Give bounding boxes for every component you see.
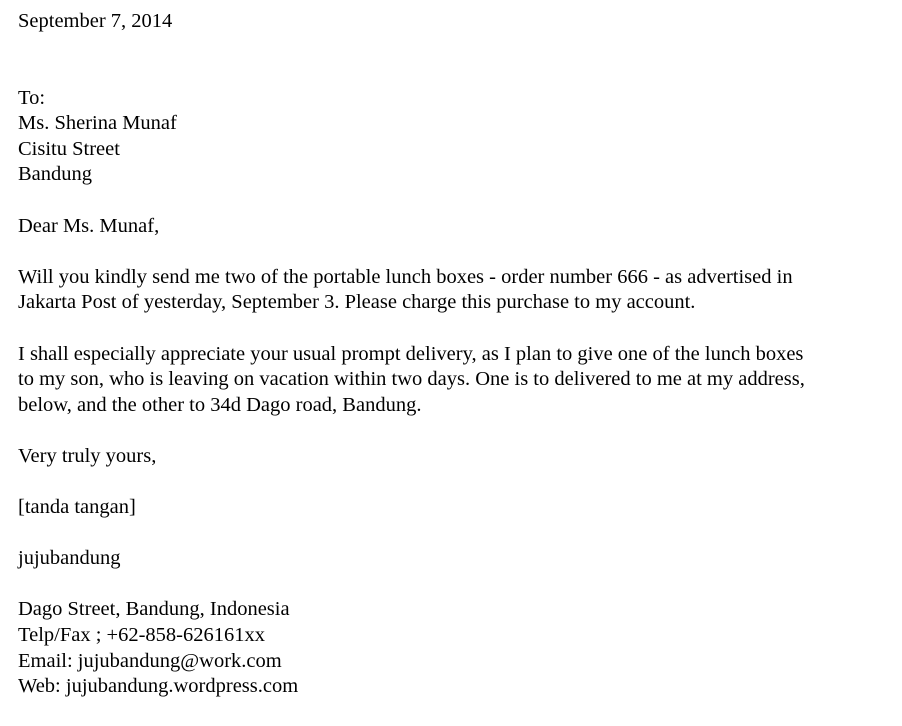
recipient-name: Ms. Sherina Munaf (18, 112, 177, 135)
sender-contact-block (18, 597, 888, 699)
spacer (18, 521, 888, 547)
sender-email: Email: jujubandung@work.com (18, 649, 282, 672)
spacer (18, 572, 888, 598)
recipient-street: Cisitu Street (18, 137, 120, 160)
body-paragraph-1 (18, 265, 888, 316)
body-line: Will you kindly send me two of the portable lunch boxes - order number 666 - as advertised in (18, 265, 793, 288)
spacer (18, 188, 888, 214)
body-line: below, and the other to 34d Dago road, Bandung. (18, 393, 422, 416)
letter-date: September 7, 2014 (18, 10, 173, 32)
spacer (18, 418, 888, 444)
signature-placeholder: [tanda tangan] (18, 496, 136, 519)
body-line: to my son, who is leaving on vacation within two days. One is to delivered to me at my address, (18, 368, 805, 391)
sender-name: jujubandung (18, 547, 121, 570)
recipient-city: Bandung (18, 163, 93, 186)
sender-address: Dago Street, Bandung, Indonesia (18, 598, 290, 621)
spacer (18, 239, 888, 265)
recipient-to-label: To: (18, 86, 46, 109)
body-line: Jakarta Post of yesterday, September 3. Please charge this purchase to my account. (18, 291, 696, 314)
salutation: Dear Ms. Munaf, (18, 214, 160, 237)
spacer (18, 316, 888, 342)
body-paragraph-2 (18, 342, 888, 419)
spacer (18, 35, 888, 86)
recipient-block (18, 86, 888, 188)
letter (18, 9, 888, 700)
sender-telp-fax: Telp/Fax ; +62-858-626161xx (18, 624, 265, 647)
sender-web: Web: jujubandung.wordpress.com (18, 675, 299, 698)
closing: Very truly yours, (18, 444, 157, 467)
body-line: I shall especially appreciate your usual prompt delivery, as I plan to give one of the lunch boxes (18, 342, 804, 365)
spacer (18, 470, 888, 496)
